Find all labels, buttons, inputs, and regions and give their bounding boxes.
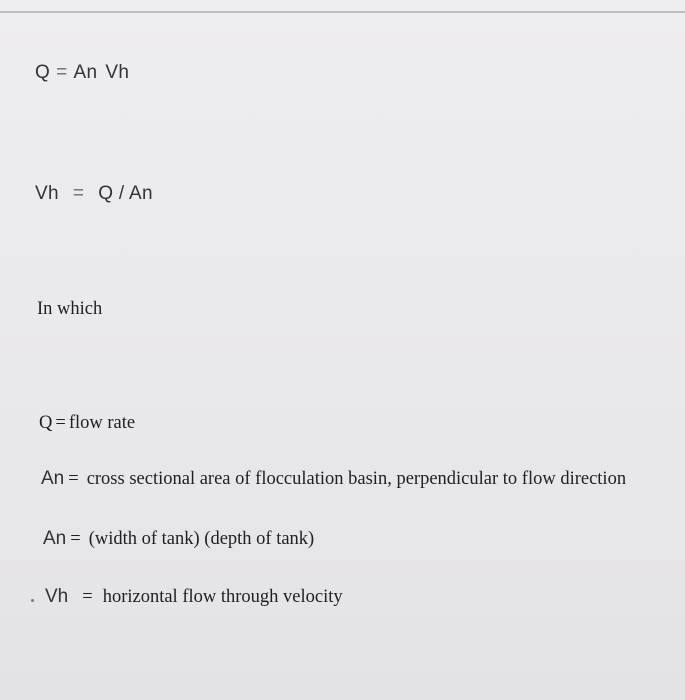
def-an1-symbol: An [41,468,65,489]
def-vh-text: horizontal flow through velocity [102,587,343,607]
intro-text: In which [37,299,103,319]
equation-flow [35,62,129,84]
def-an1-text: cross sectional area of flocculation basin, perpendicular to flow direction [86,469,627,489]
def-an2-text: (width of tank) (depth of tank) [88,529,315,549]
equation-velocity [35,183,153,205]
def-q-equals: = [55,413,66,433]
stray-dot [31,599,34,602]
eq1-area: An [73,62,98,83]
def-vh-equals: = [82,587,93,607]
def-an2-equals: = [70,529,81,549]
definition-area-dimensions [43,528,314,550]
definition-flow-rate [39,413,135,434]
definition-area [41,468,626,490]
def-an1-equals: = [68,469,79,489]
eq2-equals: = [72,183,85,204]
eq2-lhs: Vh [35,183,59,204]
eq1-equals: = [56,62,68,83]
eq1-velocity: Vh [105,62,130,83]
top-divider [0,11,685,13]
eq1-lhs: Q [35,62,51,83]
def-q-text: flow rate [68,413,136,433]
eq2-rhs: Q / An [98,183,153,204]
def-an2-symbol: An [43,528,67,549]
def-q-symbol: Q [39,413,53,433]
def-vh-symbol: Vh [45,586,69,607]
definition-velocity [45,586,343,608]
